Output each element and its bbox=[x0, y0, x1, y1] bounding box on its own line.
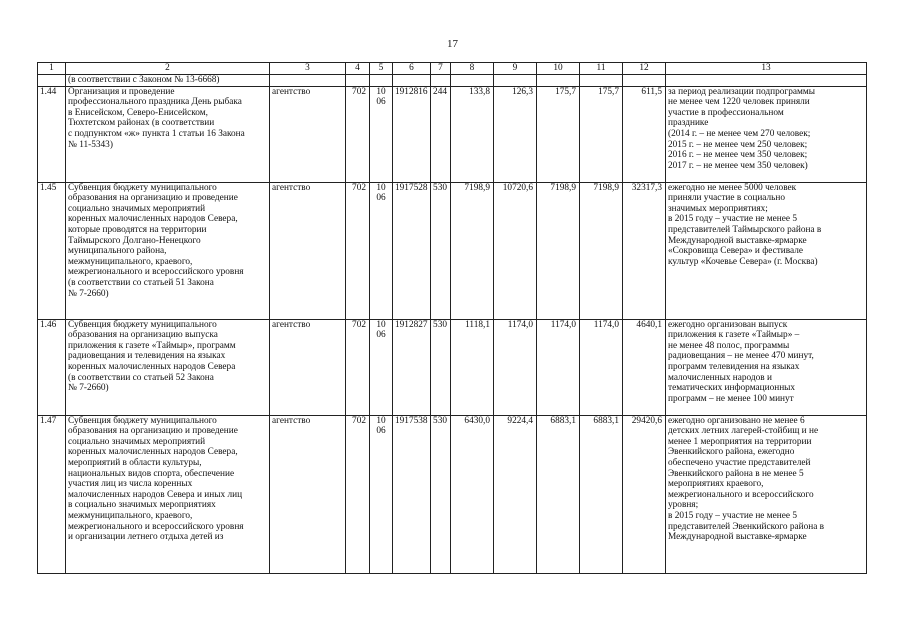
column-header: 8 bbox=[451, 63, 494, 75]
cell-col7: 530 bbox=[431, 415, 451, 573]
cell-col10: 7198,9 bbox=[537, 182, 580, 319]
cell-col12: 611,5 bbox=[623, 86, 666, 182]
cell-col8: 1118,1 bbox=[451, 319, 494, 415]
row-result: ежегодно организовано не менее 6 детских летних лагерей-стойбищ и не менее 1 мероприятия на территории Эвенкийского района, ежегодно обеспечено участие представителей Эвенкийского района в не менее 5 мероприятиях краевого, межрегионального и всероссийского уровня; в 2015 году – участие не менее 5 представителей Эвенкийского района в Международной выставке-ярмарке bbox=[666, 415, 867, 573]
cell-col5: 10 06 bbox=[370, 319, 393, 415]
cell-col5: 10 06 bbox=[370, 415, 393, 573]
row-id: 1.46 bbox=[38, 319, 66, 415]
cell-col4: 702 bbox=[346, 182, 370, 319]
cell-col5: 10 06 bbox=[370, 182, 393, 319]
table-row bbox=[38, 319, 867, 415]
cell-col12: 4640,1 bbox=[623, 319, 666, 415]
cell-col9: 10720,6 bbox=[494, 182, 537, 319]
cell-col9: 1174,0 bbox=[494, 319, 537, 415]
cell-col12: 29420,6 bbox=[623, 415, 666, 573]
row-agency: агентство bbox=[270, 319, 346, 415]
cell-col11: 1174,0 bbox=[580, 319, 623, 415]
column-header: 10 bbox=[537, 63, 580, 75]
column-header: 9 bbox=[494, 63, 537, 75]
column-header: 11 bbox=[580, 63, 623, 75]
column-header: 6 bbox=[393, 63, 431, 75]
cell-col10: 175,7 bbox=[537, 86, 580, 182]
cell-col6: 1917538 bbox=[393, 415, 431, 573]
column-header: 2 bbox=[66, 63, 270, 75]
column-header: 12 bbox=[623, 63, 666, 75]
column-header: 5 bbox=[370, 63, 393, 75]
table-header-row bbox=[38, 63, 867, 75]
row-agency: агентство bbox=[270, 86, 346, 182]
cell-col4: 702 bbox=[346, 415, 370, 573]
row-description: Субвенция бюджету муниципального образования на организацию и проведение социально значимых мероприятий коренных малочисленных народов Севера, мероприятий в области культуры, национальных видов спорта, обеспечение участия лиц из числа коренных малочисленных народов Севера и иных лиц в социально значимых мероприятиях межмуниципального, краевого, межрегионального и всероссийского уровня и организации летнего отдыха детей из bbox=[66, 415, 270, 573]
column-header: 7 bbox=[431, 63, 451, 75]
cell-col8: 7198,9 bbox=[451, 182, 494, 319]
cell-col6: 1917528 bbox=[393, 182, 431, 319]
column-header: 4 bbox=[346, 63, 370, 75]
row-id: 1.45 bbox=[38, 182, 66, 319]
page-number: 17 bbox=[447, 38, 458, 50]
cell-col7: 530 bbox=[431, 319, 451, 415]
cell-col8: 6430,0 bbox=[451, 415, 494, 573]
cell-col11: 7198,9 bbox=[580, 182, 623, 319]
cell-col11: 175,7 bbox=[580, 86, 623, 182]
row-description: Субвенция бюджету муниципального образования на организацию выпуска приложения к газете «Таймыр», программ радиовещания и телевидения на языках коренных малочисленных народов Севера (в соответствии со статьей 52 Закона № 7-2660) bbox=[66, 319, 270, 415]
cell-col9: 9224,4 bbox=[494, 415, 537, 573]
row-id: 1.47 bbox=[38, 415, 66, 573]
row-result: ежегодно не менее 5000 человек приняли участие в социально значимых мероприятиях; в 2015 году – участие не менее 5 представителей Таймырского района в Международной выставке-ярмарке «Сокровища Севера» и фестивале культур «Кочевье Севера» (г. Москва) bbox=[666, 182, 867, 319]
cell-col10: 6883,1 bbox=[537, 415, 580, 573]
cell-col7: 530 bbox=[431, 182, 451, 319]
continuation-text: (в соответствии с Законом № 13-6668) bbox=[66, 75, 270, 87]
table-row bbox=[38, 86, 867, 182]
column-header: 13 bbox=[666, 63, 867, 75]
column-header: 1 bbox=[38, 63, 66, 75]
row-agency: агентство bbox=[270, 415, 346, 573]
row-result: ежегодно организован выпуск приложения к газете «Таймыр» – не менее 48 полос, программы радиовещания – не менее 470 минут, программ телевидения на языках малочисленных народов и тематических информационных программ – не менее 100 минут bbox=[666, 319, 867, 415]
cell-col9: 126,3 bbox=[494, 86, 537, 182]
table-row bbox=[38, 415, 867, 573]
row-description: Организация и проведение профессионального праздника День рыбака в Енисейском, Северо-Енисейском, Тюхтетском районах (в соответствии с подпунктом «ж» пункта 1 статьи 16 Закона № 11-5343) bbox=[66, 86, 270, 182]
cell-col11: 6883,1 bbox=[580, 415, 623, 573]
cell-col7: 244 bbox=[431, 86, 451, 182]
cell-col6: 1912816 bbox=[393, 86, 431, 182]
row-result: за период реализации подпрограммы не менее чем 1220 человек приняли участие в профессиональном празднике (2014 г. – не менее чем 270 человек; 2015 г. – не менее чем 250 человек; 2016 г. – не менее чем 350 человек; 2017 г. – не менее чем 350 человек) bbox=[666, 86, 867, 182]
cell-col6: 1912827 bbox=[393, 319, 431, 415]
row-id: 1.44 bbox=[38, 86, 66, 182]
cell-col4: 702 bbox=[346, 319, 370, 415]
continuation-row bbox=[38, 75, 867, 87]
cell-col5: 10 06 bbox=[370, 86, 393, 182]
cell-col4: 702 bbox=[346, 86, 370, 182]
row-agency: агентство bbox=[270, 182, 346, 319]
budget-table bbox=[37, 62, 867, 574]
row-description: Субвенция бюджету муниципального образования на организацию и проведение социально значимых мероприятий коренных малочисленных народов Севера, которые проводятся на территории Таймырского Долгано-Ненецкого муниципального района, межмуниципального, краевого, межрегионального и всероссийского уровня (в соответствии со статьей 51 Закона № 7-2660) bbox=[66, 182, 270, 319]
cell-col12: 32317,3 bbox=[623, 182, 666, 319]
cell-col8: 133,8 bbox=[451, 86, 494, 182]
column-header: 3 bbox=[270, 63, 346, 75]
table-row bbox=[38, 182, 867, 319]
cell-col10: 1174,0 bbox=[537, 319, 580, 415]
